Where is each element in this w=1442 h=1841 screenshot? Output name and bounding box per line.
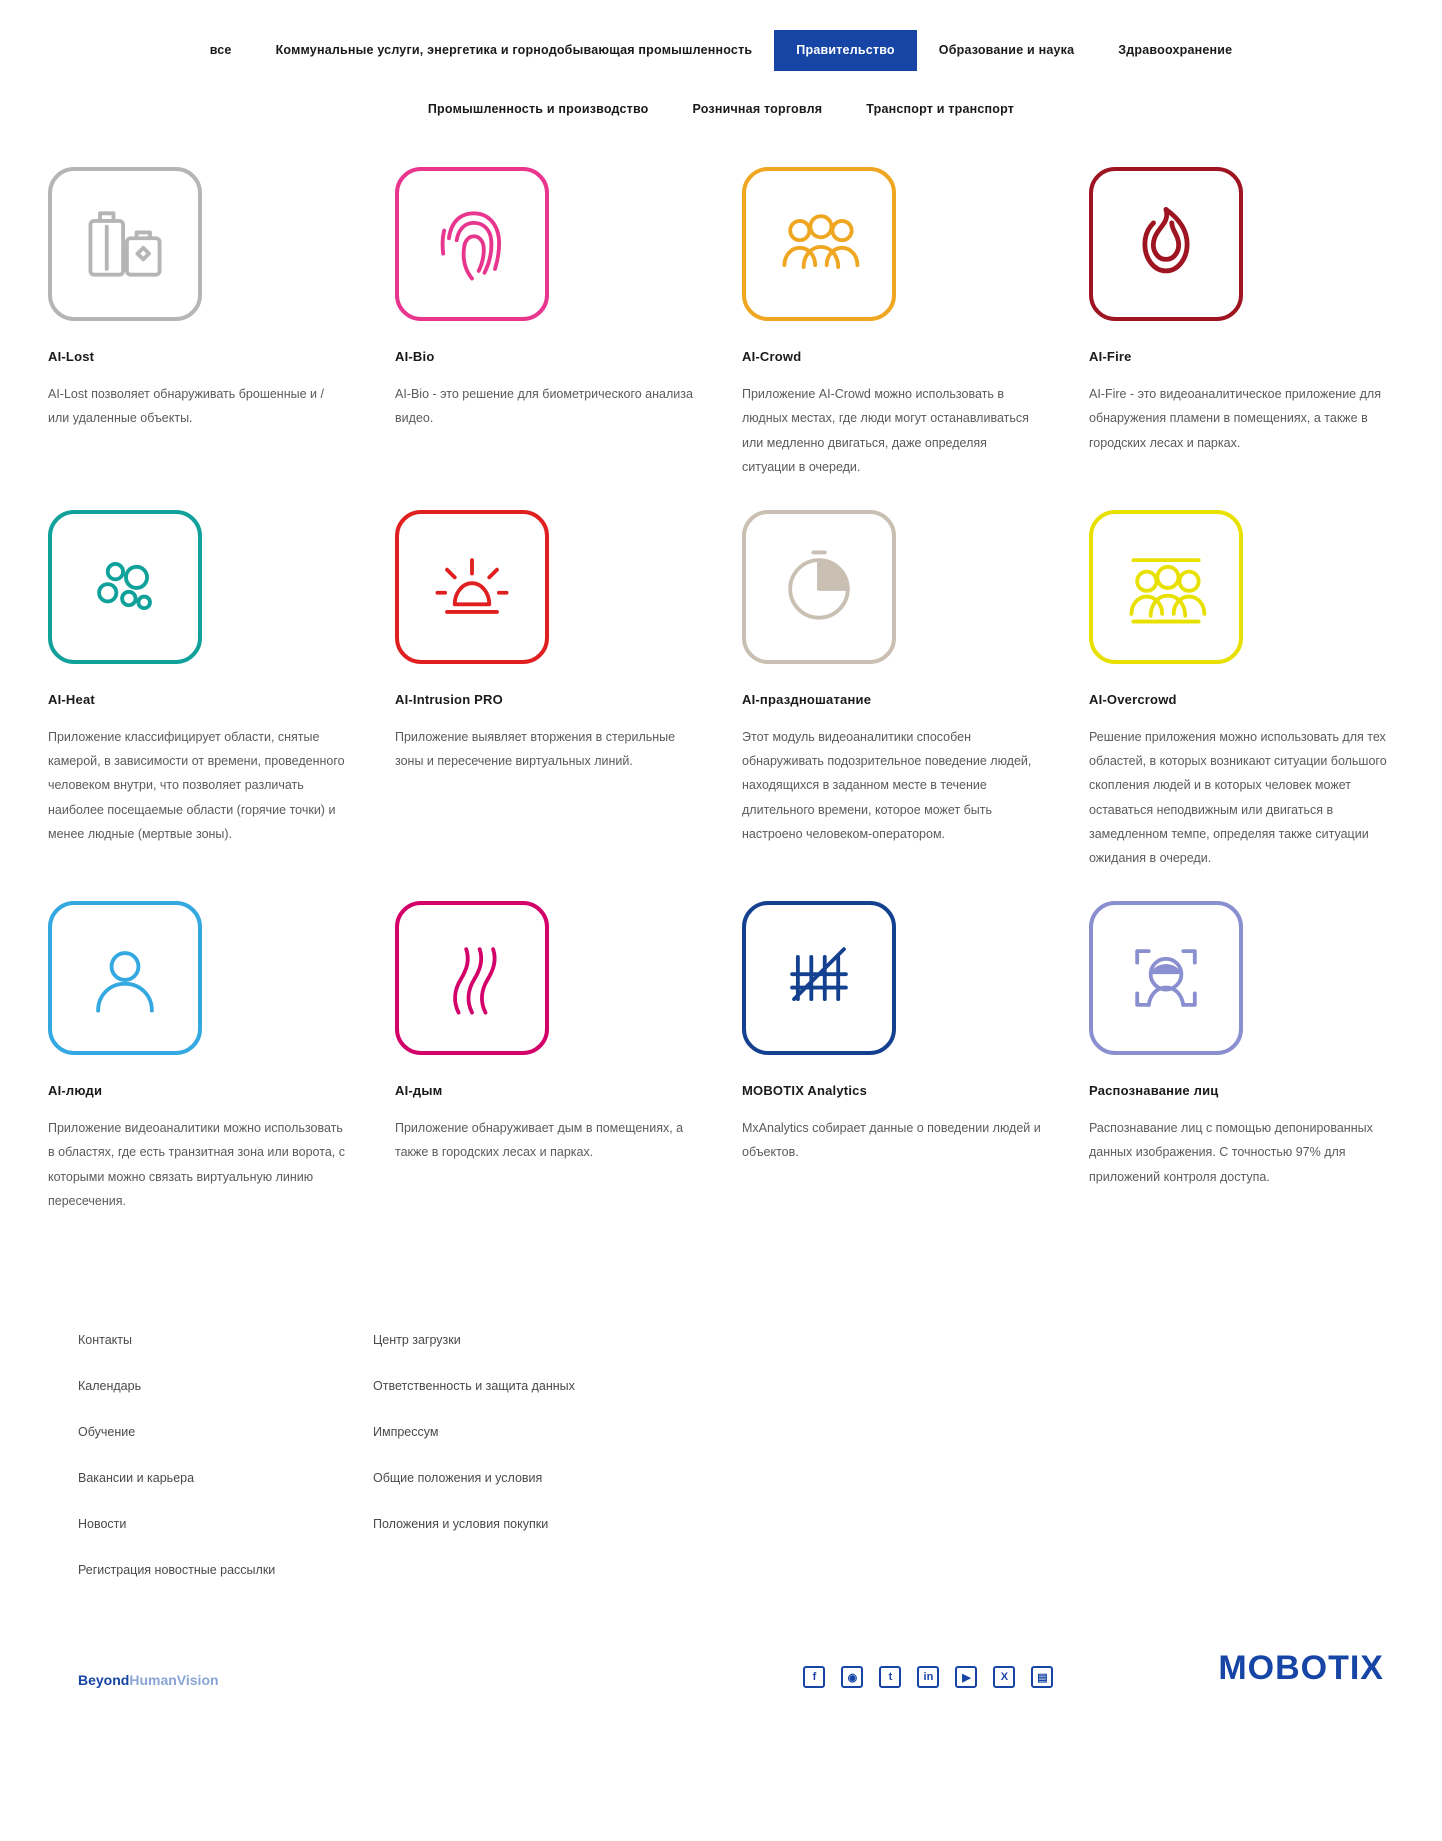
app-card-description: Приложение классифицирует области, снятые камерой, в зависимости от времени, проведенного человеком внутри, что позволяет различать наиболее посещаемые области (горячие точки) и менее людные (мертвые зоны). xyxy=(48,729,345,841)
footer-link[interactable]: Новости xyxy=(78,1517,127,1532)
news-icon[interactable]: ▤ xyxy=(1031,1666,1053,1688)
app-card[interactable] xyxy=(48,167,353,510)
app-card-description: AI-Bio - это решение для биометрического анализа видео. xyxy=(395,387,693,426)
filter-primary-1[interactable]: Коммунальные услуги, энергетика и горнодобывающая промышленность xyxy=(275,43,753,57)
app-card-description: AI-Lost позволяет обнаруживать брошенные и / или удаленные объекты. xyxy=(48,387,324,426)
app-card-title: AI-Fire xyxy=(1089,349,1132,364)
filter-primary-3[interactable]: Образование и наука xyxy=(938,43,1075,57)
app-card[interactable] xyxy=(48,901,353,1244)
app-card-title: AI-Heat xyxy=(48,691,95,707)
app-card-description: Решение приложения можно использовать для тех областей, в которых возникают ситуации большого скопления людей и в которых человек может оставаться неподвижным или двигаться в замедленном темпе, определяя также ситуации ожидания в очереди. xyxy=(1089,729,1387,866)
alarm-light-icon xyxy=(395,510,549,664)
app-card[interactable] xyxy=(742,167,1047,510)
person-icon xyxy=(48,901,202,1055)
instagram-icon[interactable]: ◉ xyxy=(841,1666,863,1688)
filter-secondary-1[interactable]: Розничная торговля xyxy=(692,101,823,116)
heatmap-dots-icon xyxy=(48,510,202,664)
smoke-icon xyxy=(395,901,549,1055)
footer-bottom-bar xyxy=(48,1649,1394,1688)
luggage-icon xyxy=(48,167,202,321)
app-card-description: Этот модуль видеоаналитики способен обнаруживать подозрительное поведение людей, находящихся в заданном месте в течение длительного времени, которое может быть настроено человеком-оператором. xyxy=(742,729,1032,841)
app-card-title: Распознавание лиц xyxy=(1089,1082,1219,1098)
app-card[interactable] xyxy=(1089,510,1394,901)
app-card-title: AI-Lost xyxy=(48,349,95,364)
app-card-title: AI-Intrusion PRO xyxy=(395,691,503,707)
linkedin-icon[interactable]: in xyxy=(917,1666,939,1688)
app-card[interactable] xyxy=(742,510,1047,901)
app-card[interactable] xyxy=(742,901,1047,1244)
app-card[interactable] xyxy=(395,901,700,1244)
footer-link[interactable]: Импрессум xyxy=(373,1425,439,1440)
app-card-grid xyxy=(0,167,1442,1243)
site-footer xyxy=(0,1333,1442,1688)
tagline xyxy=(78,1672,219,1688)
filter-row-1 xyxy=(0,30,1442,71)
footer-link[interactable]: Контакты xyxy=(78,1333,132,1348)
app-card[interactable] xyxy=(395,510,700,901)
footer-column-1 xyxy=(78,1333,343,1609)
overcrowd-icon xyxy=(1089,510,1243,664)
crowd-icon xyxy=(742,167,896,321)
app-card[interactable] xyxy=(1089,901,1394,1244)
footer-link[interactable]: Общие положения и условия xyxy=(373,1471,543,1486)
filter-secondary-2[interactable]: Транспорт и транспорт xyxy=(866,101,1015,116)
app-card-title: AI-люди xyxy=(48,1082,103,1098)
footer-link[interactable]: Вакансии и карьера xyxy=(78,1471,195,1486)
twitter-icon[interactable]: t xyxy=(879,1666,901,1688)
footer-link[interactable]: Календарь xyxy=(78,1379,142,1394)
facebook-icon[interactable]: f xyxy=(803,1666,825,1688)
app-card[interactable] xyxy=(395,167,700,510)
footer-link-columns xyxy=(48,1333,1394,1609)
tagline-light: HumanVision xyxy=(129,1672,219,1689)
filter-primary-4[interactable]: Здравоохранение xyxy=(1118,43,1233,57)
app-card-title: AI-праздношатание xyxy=(742,691,872,707)
category-filter-nav xyxy=(0,0,1442,129)
footer-column-2 xyxy=(373,1333,638,1609)
app-card-title: MOBOTIX Analytics xyxy=(742,1082,867,1098)
footer-link[interactable]: Центр загрузки xyxy=(373,1333,461,1348)
fingerprint-icon xyxy=(395,167,549,321)
xing-icon[interactable]: X xyxy=(993,1666,1015,1688)
face-recognition-icon xyxy=(1089,901,1243,1055)
tally-chart-icon xyxy=(742,901,896,1055)
app-card-title: AI-дым xyxy=(395,1082,443,1098)
tagline-strong: Beyond xyxy=(78,1672,130,1689)
app-card[interactable] xyxy=(48,510,353,901)
youtube-icon[interactable]: ▶ xyxy=(955,1666,977,1688)
app-card-description: Приложение AI-Crowd можно использовать в людных местах, где люди могут останавливаться или медленно двигаться, даже определяя ситуации в очереди. xyxy=(742,387,1029,475)
stopwatch-icon xyxy=(742,510,896,664)
footer-link[interactable]: Регистрация новостные рассылки xyxy=(78,1563,276,1578)
filter-row-2 xyxy=(0,89,1442,130)
app-card-title: AI-Overcrowd xyxy=(1089,691,1177,707)
app-card-title: AI-Crowd xyxy=(742,349,802,364)
app-card-description: Распознавание лиц с помощью депонированных данных изображения. С точностью 97% для приложений контроля доступа. xyxy=(1089,1120,1373,1184)
fire-icon xyxy=(1089,167,1243,321)
filter-primary-0[interactable]: все xyxy=(209,43,232,57)
app-card-description: Приложение выявляет вторжения в стерильные зоны и пересечение виртуальных линий. xyxy=(395,729,676,768)
footer-link[interactable]: Положения и условия покупки xyxy=(373,1517,549,1532)
app-card-description: AI-Fire - это видеоаналитическое приложение для обнаружения пламени в помещениях, а также в городских лесах и парках. xyxy=(1089,387,1381,450)
brand-logo: MOBOTIX xyxy=(1218,1649,1384,1688)
app-card-description: MxAnalytics собирает данные о поведении людей и объектов. xyxy=(742,1120,1041,1160)
filter-primary-2[interactable]: Правительство xyxy=(774,30,916,71)
footer-link[interactable]: Ответственность и защита данных xyxy=(373,1379,575,1394)
app-card-description: Приложение видеоаналитики можно использовать в областях, где есть транзитная зона или ворота, с которыми можно связать виртуальную линию пересечения. xyxy=(48,1120,345,1208)
app-card-description: Приложение обнаруживает дым в помещениях, а также в городских лесах и парках. xyxy=(395,1120,684,1160)
app-card-title: AI-Bio xyxy=(395,349,435,364)
app-card[interactable] xyxy=(1089,167,1394,510)
filter-secondary-0[interactable]: Промышленность и производство xyxy=(427,101,649,116)
social-links xyxy=(803,1666,1053,1688)
footer-link[interactable]: Обучение xyxy=(78,1425,136,1440)
